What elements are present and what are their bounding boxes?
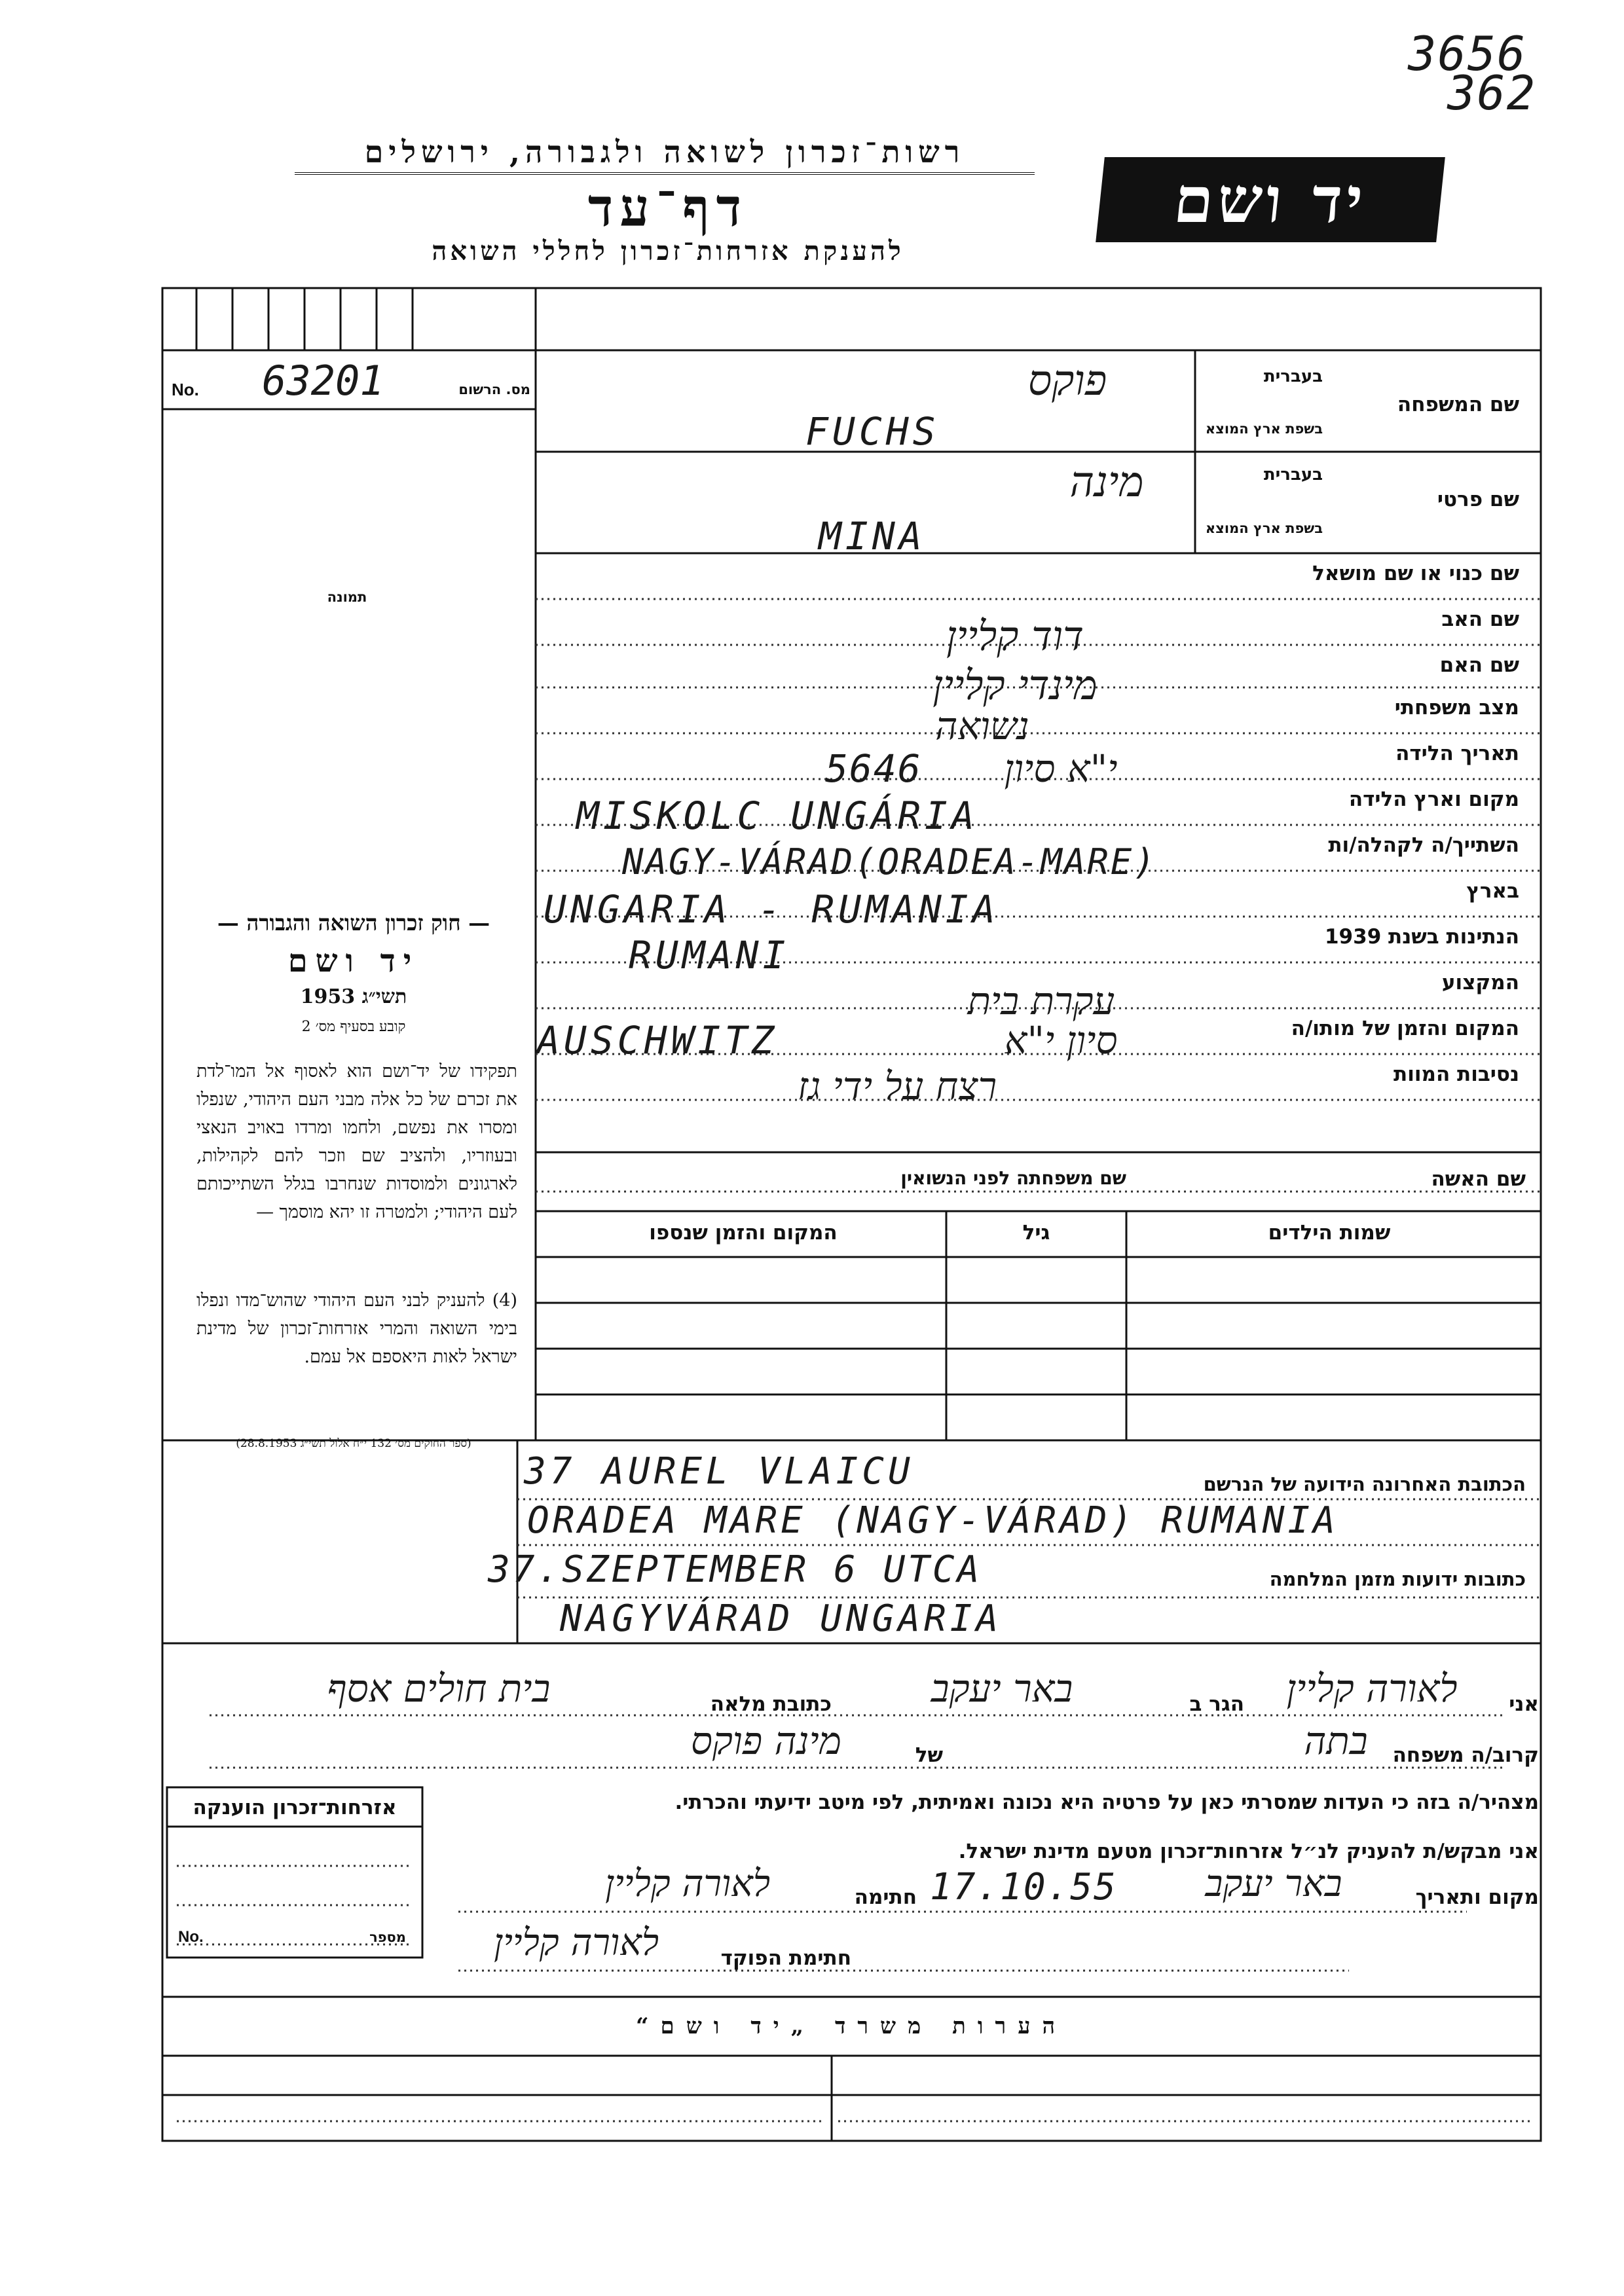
officer-signature: לאורה קליין [493,1922,659,1964]
declarant-name: לאורה קליין [1286,1666,1458,1711]
declaration-text-2: אני מבקש/ת להעניק לנ״ל אזרחות־זכרון מטעם מדינת ישראל. [958,1840,1539,1863]
community-value: NAGY-VÁRAD(ORADEA-MARE) [622,841,1157,883]
archive-number: 3656 [1408,26,1527,81]
declarant-relation-label: קרוב/ה משפחה [1392,1743,1539,1767]
birth-date-hebrew-value: י"א סיון [1004,746,1118,791]
citizenship-box-no-label: No. [178,1928,204,1946]
family-name-hebrew-value: פוקס [1027,357,1107,405]
family-name-hebrew-sub: בעברית [1263,367,1323,386]
declarant-resides-label: הגר ב [1189,1692,1244,1716]
wartime-address-label: כתובות ידועות מזמן המלחמה [1269,1568,1526,1590]
declarant-of-name: מינה פוקס [690,1719,842,1763]
remarks-title: הערות משרד „יד ושם“ [635,2013,1067,2039]
signature-label: חתימה [854,1886,917,1909]
declarant-relation: בתה [1304,1719,1368,1763]
archive-sub-number: 362 [1447,65,1537,120]
father-label: שם האב [1441,608,1519,631]
declarant-of-label: של [915,1743,943,1767]
declarant-address: בית חולים אסף [327,1666,551,1711]
mother-value: מינדי קליין [932,661,1098,709]
children-names-header: שמות הילדים [1268,1221,1391,1245]
country-value: UNGARIA - RUMANIA [544,887,999,932]
declarant-signature: לאורה קליין [604,1863,771,1905]
law-clause: קובע בסעיף מס׳ 2 [301,1019,406,1035]
law-citation: (ספר החוקים מס׳ 132 י״ח אלול תשי״ג 28.8.1953) [236,1437,471,1450]
birth-date-label: תאריך הלידה [1395,742,1519,765]
marital-status-value: נשואה [935,704,1029,748]
first-name-hebrew-sub: בעברית [1263,465,1323,484]
declaration-text-1: מצהיר/ה בזה כי העדות שמסרתי כאן על פרטיה היא נכונה ואמיתית, לפי מיטב ידיעתי והכרתי. [674,1791,1539,1814]
citizenship-label: הנתינות בשנת 1939 [1324,925,1519,949]
page-title: דף־עד [587,177,748,238]
declarant-city: באר יעקב [931,1666,1073,1711]
registration-label: מס. הרשום [458,382,530,397]
law-title: — חוק זכרון השואה והגבורה — [217,910,490,936]
registration-number: 63201 [262,357,384,405]
declaration-place: באר יעקב [1205,1863,1342,1905]
photo-label: תמונה [327,589,367,605]
declaration-date: 17.10.55 [930,1866,1117,1908]
birth-place-label: מקום וארץ הלידה [1348,788,1519,811]
citizenship-box-title: אזרחות־זכרון הוענקה [193,1796,397,1819]
citizenship-value: RUMANI [629,933,790,977]
logo-text: יד ושם [1170,162,1371,237]
death-place-value: AUSCHWITZ [537,1018,779,1063]
death-cause-label: נסיבות המוות [1393,1063,1519,1086]
last-address-label: הכתובת האחרונה הידועה של הנרשם [1203,1473,1526,1495]
wartime-address-line2: NAGYVÁRAD UNGARIA [560,1597,1003,1640]
death-place-label: המקום והזמן של מותו/ה [1291,1017,1519,1040]
last-address-line1: 37 AUREL VLAICU [524,1450,914,1493]
first-name-native-value: MINA [819,514,926,558]
last-address-line2: ORADEA MARE (NAGY-VÁRAD) RUMANIA [527,1499,1338,1542]
profession-value: עקרת בית [967,979,1115,1023]
family-name-native-sub: בשפת ארץ המוצא [1205,421,1323,437]
mother-label: שם האם [1439,653,1519,677]
page-subtitle: להענקת אזרחות־זכרון לחללי השואה [432,236,904,266]
wartime-address-line1: 37.SZEPTEMBER 6 UTCA [488,1548,982,1591]
law-name: יד ושם [287,943,420,979]
law-text-2: (4) להעניק לבני העם היהודי שהוש־מדו ונפלו בימי השואה והמרי אזרחות־זכרון של מדינת ישראל לאות היאספם אל עמם. [196,1290,517,1367]
marital-status-label: מצב משפחתי [1394,696,1519,720]
declarant-address-label: כתובת מלאה [710,1692,832,1716]
children-age-header: גיל [1022,1221,1050,1245]
country-label: בארץ [1466,879,1519,903]
children-place-header: המקום והזמן שנספו [649,1221,838,1245]
authority-name: רשות־זכרון לשואה ולגבורה, ירושלים [295,134,1035,175]
nickname-label: שם כנוי או שם מושאל [1312,562,1519,585]
officer-signature-label: חתימת הפוקד [720,1946,851,1970]
registration-no-label: No. [172,380,199,399]
family-name-label: שם המשפחה [1397,393,1519,416]
declarant-i-label: אני [1509,1692,1539,1716]
law-year: תשי״ג 1953 [300,985,407,1008]
birth-date-value: 5646 [825,746,922,791]
citizenship-box-number-label: מספר [369,1929,406,1945]
death-cause-value: רצח על ידי גז [797,1064,997,1108]
first-name-label: שם פרטי [1437,488,1519,511]
community-label: השתייך/ה לקהלה/ות [1328,833,1519,857]
wife-label: שם האשה [1431,1167,1526,1191]
first-name-native-sub: בשפת ארץ המוצא [1205,520,1323,536]
wife-maiden-label: שם משפחתה לפני הנשואין [900,1167,1126,1189]
birth-place-value: MISKOLC UNGÁRIA [576,793,978,838]
father-value: דוד קליין [946,612,1084,660]
profession-label: המקצוע [1441,971,1519,994]
place-date-label: מקום ותאריך [1415,1886,1539,1909]
family-name-native-value: FUCHS [805,409,940,454]
first-name-hebrew-value: מינה [1069,458,1144,507]
law-text-1: תפקידו של יד־ושם הוא לאסוף אל המו־לדת את זכרם של כל אלה מבני העם היהודי, שנפלו ומסרו את נפשם, ולחמו ומרדו באויב הנאצי ובעוזריו, ולהציב שם וזכר להם לקהילות, לארגונים ולמוסדות שנחרבו בגלל השתייכותם לעם היהודי; ולמטרה זו יהא מוסמך — [196,1061,517,1222]
death-date-hebrew-value: סיון י"א [1004,1018,1118,1063]
